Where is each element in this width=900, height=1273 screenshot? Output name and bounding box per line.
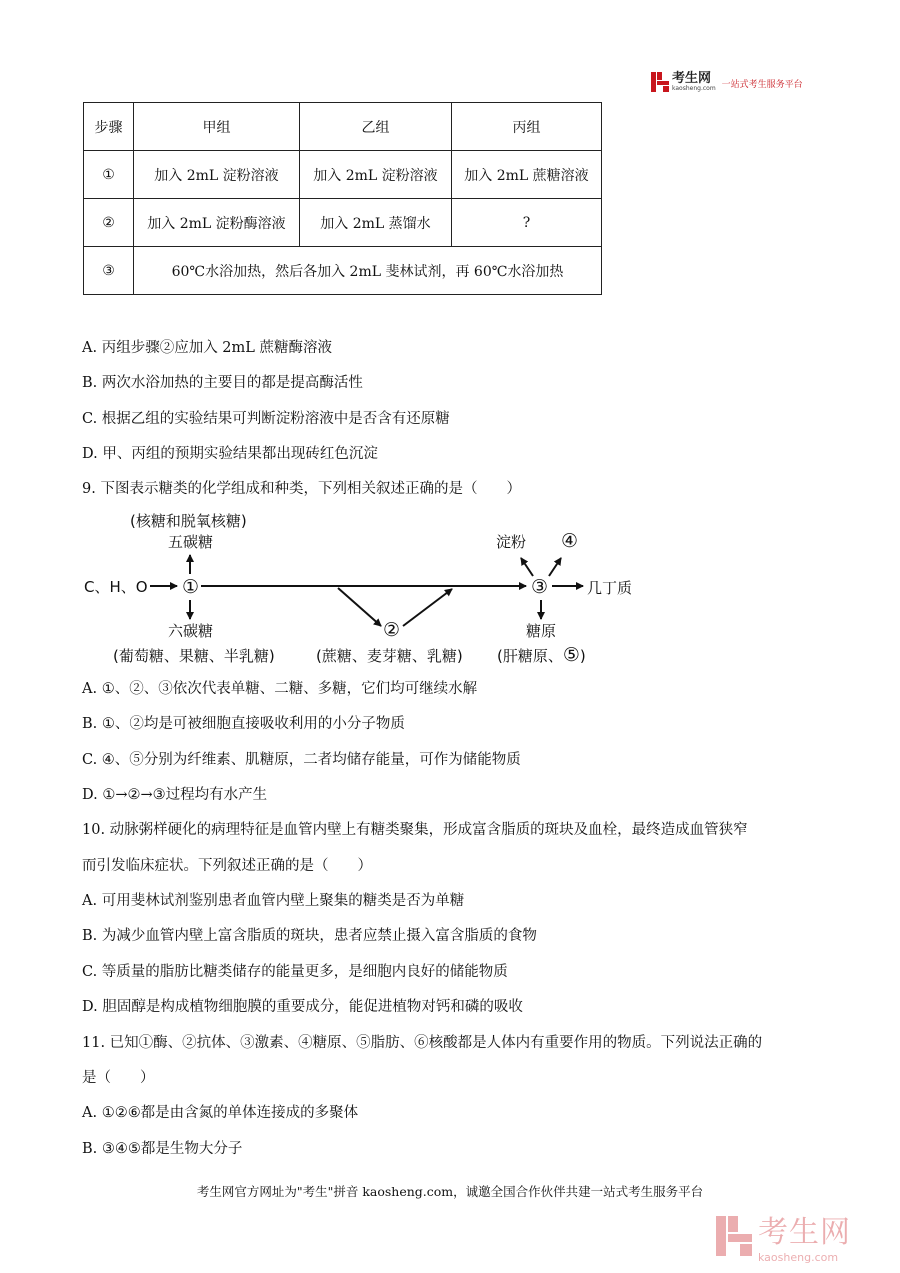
chitin-label: 几丁质 <box>587 579 633 597</box>
glycogen-examples-suffix: ) <box>579 647 586 665</box>
hexose-examples-label: (葡萄糖、果糖、半乳糖) <box>113 647 275 665</box>
table-cell: ① <box>84 151 134 199</box>
kaosheng-logo-icon <box>651 72 669 92</box>
q8-option-b: B. 两次水浴加热的主要目的都是提高酶活性 <box>82 375 363 391</box>
logo-name: 考生网 <box>672 71 712 86</box>
watermark <box>716 1207 851 1264</box>
arrow-2-up <box>403 589 452 626</box>
table-row <box>84 199 602 247</box>
q9-stem: 9. 下图表示糖类的化学组成和种类，下列相关叙述正确的是（ ） <box>82 481 521 497</box>
table-header-cell: 丙组 <box>452 103 602 151</box>
table-header-cell: 甲组 <box>134 103 300 151</box>
node-5-label: ⑤ <box>562 644 580 666</box>
table-cell: 加入 2mL 蔗糖溶液 <box>452 151 602 199</box>
header-logo <box>651 72 803 92</box>
q9-option-c: C. ④、⑤分别为纤维素、肌糖原，二者均储存能量，可作为储能物质 <box>82 752 521 768</box>
q11-option-b: B. ③④⑤都是生物大分子 <box>82 1141 243 1157</box>
q10-option-a: A. 可用斐林试剂鉴别患者血管内壁上聚集的糖类是否为单糖 <box>82 893 465 909</box>
table-row <box>84 151 602 199</box>
q10-option-b: B. 为减少血管内壁上富含脂质的斑块，患者应禁止摄入富含脂质的食物 <box>82 928 537 944</box>
q10-stem-line1: 10. 动脉粥样硬化的病理特征是血管内壁上有糖类聚集，形成富含脂质的斑块及血栓，最终造成血管狭窄 <box>82 822 748 838</box>
q8-option-c: C. 根据乙组的实验结果可判断淀粉溶液中是否含有还原糖 <box>82 411 450 427</box>
table-header-cell: 乙组 <box>300 103 452 151</box>
node-4-label: ④ <box>561 530 579 552</box>
q9-option-b: B. ①、②均是可被细胞直接吸收利用的小分子物质 <box>82 716 405 732</box>
table-header-row <box>84 103 602 151</box>
experiment-table <box>83 102 602 295</box>
logo-text-block <box>672 72 716 92</box>
q11-stem-line1: 11. 已知①酶、②抗体、③激素、④糖原、⑤脂肪、⑥核酸都是人体内有重要作用的物质。下列说法正确的 <box>82 1035 763 1051</box>
hexose-label: 六碳糖 <box>168 622 214 640</box>
table-cell: ? <box>452 199 602 247</box>
q11-stem-line2: 是（ ） <box>82 1070 155 1086</box>
q8-option-a: A. 丙组步骤②应加入 2mL 蔗糖酶溶液 <box>82 340 333 356</box>
table-cell: 加入 2mL 蒸馏水 <box>300 199 452 247</box>
pentose-examples-label: (核糖和脱氧核糖) <box>130 512 247 530</box>
table-header-cell: 步骤 <box>84 103 134 151</box>
arrow-to-2 <box>338 588 381 626</box>
q10-stem-line2: 而引发临床症状。下列叙述正确的是（ ） <box>82 858 372 874</box>
starch-label: 淀粉 <box>496 533 527 551</box>
arrow-3-to-starch <box>521 558 533 576</box>
watermark-domain: kaosheng.com <box>758 1251 839 1264</box>
page-footer: 考生网官方网址为"考生"拼音 kaosheng.com，诚邀全国合作伙伴共建一站式考生服务平台 <box>196 1184 704 1199</box>
node-1-label: ① <box>182 576 200 598</box>
glycogen-examples-prefix: (肝糖原、 <box>497 647 563 665</box>
pentose-label: 五碳糖 <box>168 533 214 551</box>
table-cell: 加入 2mL 淀粉酶溶液 <box>134 199 300 247</box>
watermark-logo-icon <box>716 1216 752 1256</box>
watermark-name: 考生网 <box>758 1215 851 1250</box>
arrow-3-to-4 <box>549 558 561 576</box>
node-2-label: ② <box>383 619 401 641</box>
q10-option-d: D. 胆固醇是构成植物细胞膜的重要成分，能促进植物对钙和磷的吸收 <box>82 999 523 1015</box>
q10-option-c: C. 等质量的脂肪比糖类储存的能量更多，是细胞内良好的储能物质 <box>82 964 508 980</box>
logo-domain: kaosheng.com <box>672 85 716 92</box>
logo-slogan: 一站式考生服务平台 <box>721 79 803 90</box>
q9-option-d: D. ①→②→③过程均有水产生 <box>82 787 268 803</box>
glycogen-examples-label <box>497 644 586 666</box>
sugar-classification-diagram <box>0 505 900 675</box>
q11-option-a: A. ①②⑥都是由含氮的单体连接成的多聚体 <box>82 1105 359 1121</box>
table-cell: ② <box>84 199 134 247</box>
glycogen-label: 糖原 <box>526 622 557 640</box>
table-row <box>84 247 602 295</box>
q9-option-a: A. ①、②、③依次代表单糖、二糖、多糖，它们均可继续水解 <box>82 681 478 697</box>
table-cell-merged: 60℃水浴加热，然后各加入 2mL 斐林试剂，再 60℃水浴加热 <box>134 247 602 295</box>
node-3-label: ③ <box>531 576 549 598</box>
table-cell: ③ <box>84 247 134 295</box>
table-cell: 加入 2mL 淀粉溶液 <box>300 151 452 199</box>
elements-label: C、H、O <box>84 578 148 596</box>
disaccharides-label: (蔗糖、麦芽糖、乳糖) <box>316 647 463 665</box>
q8-option-d: D. 甲、丙组的预期实验结果都出现砖红色沉淀 <box>82 446 378 462</box>
table-cell: 加入 2mL 淀粉溶液 <box>134 151 300 199</box>
watermark-text-block <box>758 1207 851 1264</box>
